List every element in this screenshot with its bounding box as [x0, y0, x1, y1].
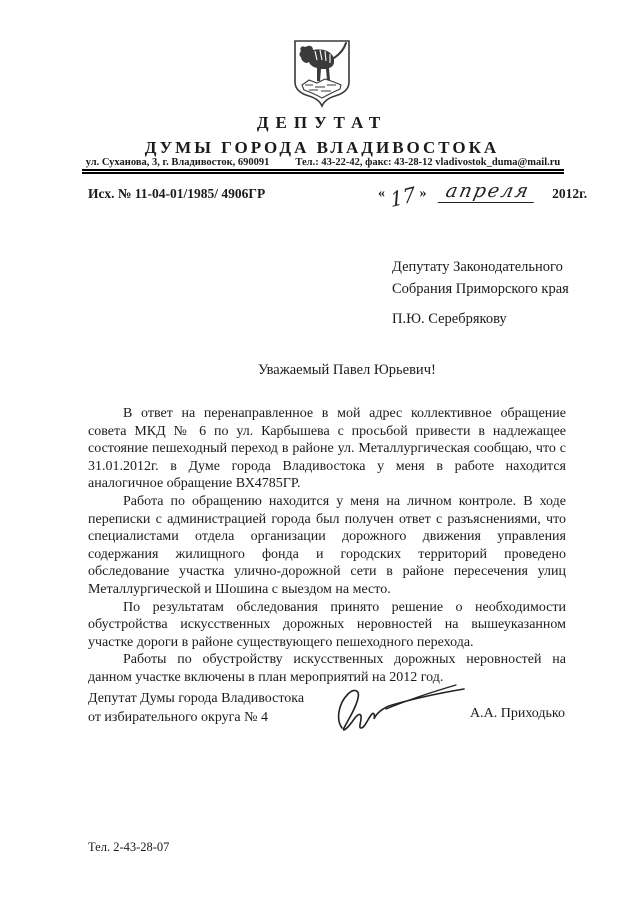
- signer-position-line2: от избирательного округа № 4: [88, 709, 268, 725]
- coat-of-arms-tiger-icon: [289, 38, 355, 110]
- handwritten-day: 17: [389, 181, 417, 213]
- handwritten-month: апреля: [438, 181, 538, 203]
- date-field: [378, 180, 588, 213]
- paragraph-4: Работы по обустройству искусственных дорожных неровностей на данном участке включены в план мероприятий на 2012 год.: [88, 652, 566, 685]
- addressee-line2: Собрания Приморского края: [392, 281, 569, 297]
- signer-name: А.А. Приходько: [470, 706, 565, 721]
- org-name-title: ДУМЫ ГОРОДА ВЛАДИВОСТОКА: [144, 138, 500, 157]
- paragraph-2: Работа по обращению находится у меня на личном контроле. В ходе переписки с администрацией города был получен ответ с разъяснениями, что специалистами отдела организации дорожного движения управления содержания жилищного фонда и городских территорий проведено обследование участка улично-дорожной сети в районе пересечения улиц Металлургической и Шошина с выездом на место.: [88, 493, 566, 597]
- letterhead-divider: [82, 169, 564, 174]
- date-year: 2012г.: [552, 186, 588, 201]
- paragraph-1: В ответ на перенаправленное в мой адрес коллективное обращение совета МКД № 6 по ул. Карбышева с просьбой привести в надлежащее состояние пешеходный переход в районе ул. Металлургическая сообщаю, что с 31.01.2012г. в Думе города Владивостока у меня в работе находится аналогичное обращение ВХ4785ГР.: [88, 406, 566, 492]
- paragraph-3: По результатам обследования принято решение о необходимости обустройства искусственных дорожных неровностей на вышеуказанном участке дороги в районе существующего пешеходного перехода.: [88, 599, 566, 650]
- date-open-quote: «: [378, 186, 385, 201]
- addressee-name: П.Ю. Серебрякову: [392, 311, 507, 327]
- date-close-quote: »: [419, 186, 427, 201]
- signer-position: [88, 690, 304, 727]
- org-contacts: Тел.: 43-22-42, факс: 43-28-12 vladivostok_duma@mail.ru: [295, 157, 561, 168]
- salutation: Уважаемый Павел Юрьевич!: [258, 362, 436, 378]
- letter-body: [88, 405, 566, 687]
- handwritten-signature-icon: [328, 678, 473, 736]
- footer-phone: Тел. 2-43-28-07: [88, 840, 170, 854]
- addressee-line1: Депутату Законодательного: [392, 259, 563, 275]
- addressee-block: [392, 256, 569, 330]
- signer-position-line1: Депутат Думы города Владивостока: [88, 691, 305, 706]
- org-type-title: ДЕПУТАТ: [256, 113, 388, 132]
- divider-thick-line: [82, 172, 564, 175]
- outgoing-number: Исх. № 11-04-01/1985/ 4906ГР: [88, 186, 266, 201]
- org-address: ул. Суханова, 3, г. Владивосток, 690091: [85, 157, 270, 168]
- letterhead-contact-line: [82, 157, 564, 168]
